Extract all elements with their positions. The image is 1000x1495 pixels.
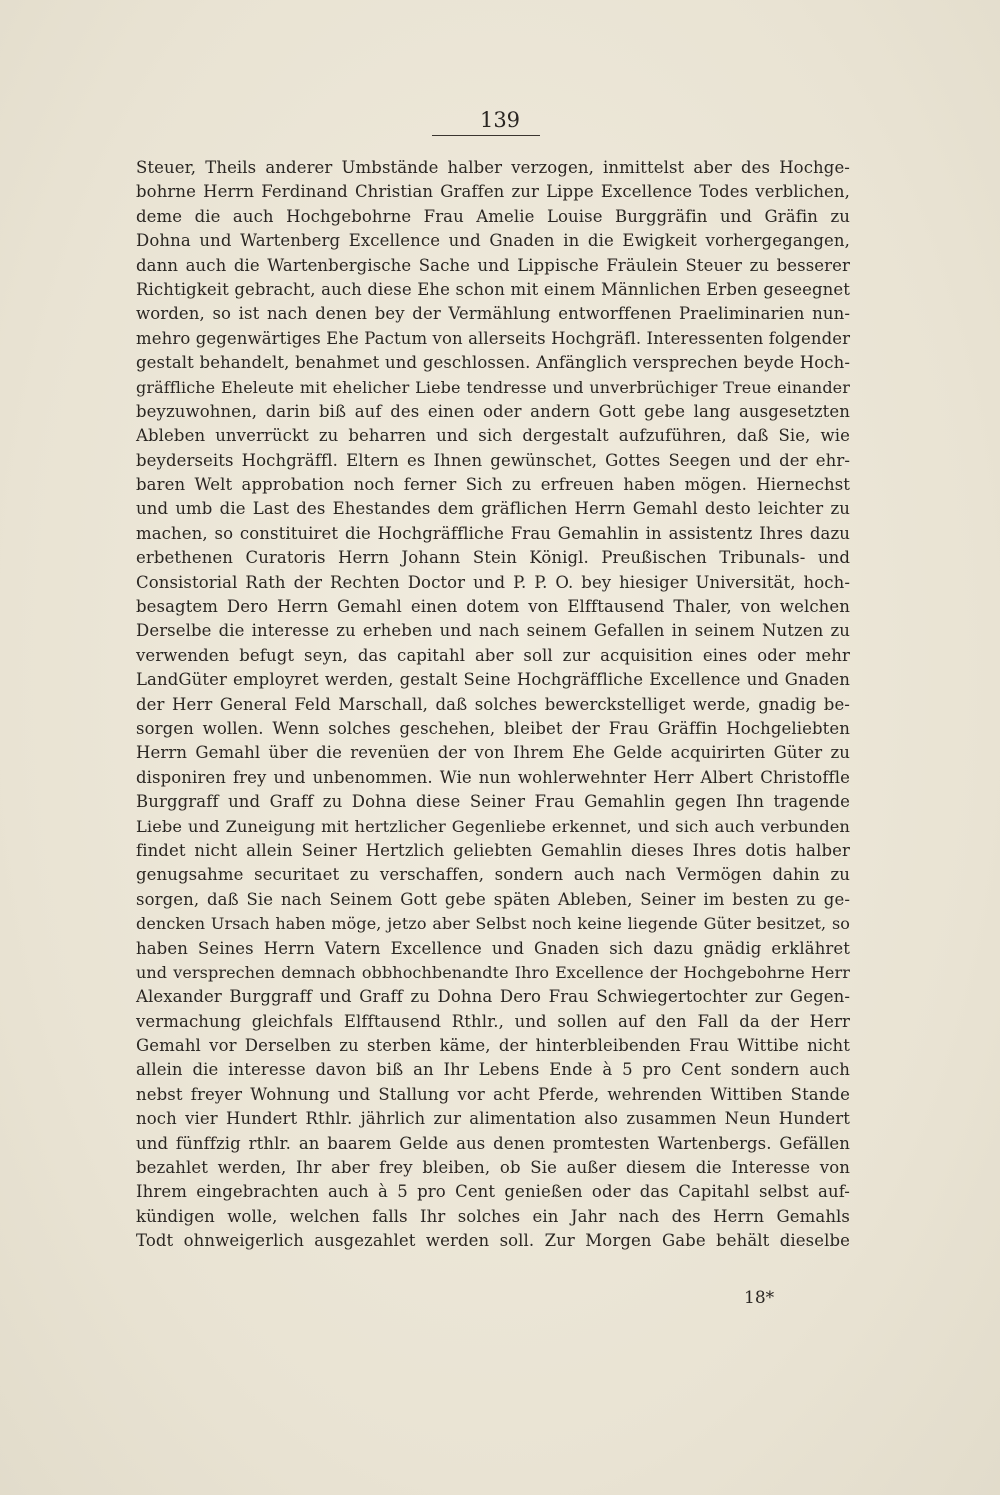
text-line: genugsahme securitaet zu verschaffen, sondern auch nach Vermögen dahin zu xyxy=(136,865,850,885)
text-line: Burggraff und Graff zu Dohna diese Seiner Frau Gemahlin gegen Ihn tragende xyxy=(136,792,850,812)
text-line: und fünffzig rthlr. an baarem Gelde aus denen promtesten Wartenbergs. Gefällen xyxy=(136,1133,850,1153)
text-line: Derselbe die interesse zu erheben und nach seinem Gefallen in seinem Nutzen zu xyxy=(136,621,850,641)
text-line: Richtigkeit gebracht, auch diese Ehe schon mit einem Männlichen Erben geseegnet xyxy=(136,279,850,299)
text-line: und versprechen demnach obbhochbenandte Ihro Excellence der Hochgebohrne Herr xyxy=(136,962,850,982)
text-line: besagtem Dero Herrn Gemahl einen dotem von Elfftausend Thaler, von welchen xyxy=(136,597,850,617)
text-line: allein die interesse davon biß an Ihr Lebens Ende à 5 pro Cent sondern auch xyxy=(136,1060,850,1080)
text-line: Todt ohnweigerlich ausgezahlet werden soll. Zur Morgen Gabe behält dieselbe xyxy=(136,1231,850,1251)
page-number: 139 xyxy=(479,108,521,132)
text-line: sorgen wollen. Wenn solches geschehen, bleibet der Frau Gräffin Hochgeliebten xyxy=(136,718,850,738)
text-line: Herrn Gemahl über die revenüen der von Ihrem Ehe Gelde acquirirten Güter zu xyxy=(136,743,850,763)
signature-mark: 18* xyxy=(744,1288,775,1308)
text-line: beyderseits Hochgräffl. Eltern es Ihnen gewünschet, Gottes Seegen und der ehr- xyxy=(136,450,850,470)
text-line: findet nicht allein Seiner Hertzlich geliebten Gemahlin dieses Ihres dotis halber xyxy=(136,840,850,860)
text-line: kündigen wolle, welchen falls Ihr solches ein Jahr nach des Herrn Gemahls xyxy=(136,1206,850,1226)
text-line: Dohna und Wartenberg Excellence und Gnaden in die Ewigkeit vorhergegangen, xyxy=(136,231,850,251)
text-line: Steuer, Theils anderer Umbstände halber verzogen, inmittelst aber des Hochge- xyxy=(136,158,850,177)
text-line: dann auch die Wartenbergische Sache und Lippische Fräulein Steuer zu besserer xyxy=(136,255,850,275)
text-line: deme die auch Hochgebohrne Frau Amelie Louise Burggräfin und Gräfin zu xyxy=(136,206,850,226)
text-line: worden, so ist nach denen bey der Vermählung entworffenen Praeliminarien nun- xyxy=(136,304,850,324)
text-line: verwenden befugt seyn, das capitahl aber soll zur acquisition eines oder mehr xyxy=(136,645,850,665)
text-line: Ableben unverrückt zu beharren und sich dergestalt aufzuführen, daß Sie, wie xyxy=(136,426,850,446)
text-line: mehro gegenwärtiges Ehe Pactum von allerseits Hochgräfl. Interessenten folgender xyxy=(136,328,851,348)
text-line: machen, so constituiret die Hochgräffliche Frau Gemahlin in assistentz Ihres dazu xyxy=(136,523,850,543)
text-line: Gemahl vor Derselben zu sterben käme, der hinterbleibenden Frau Wittibe nicht xyxy=(136,1036,850,1056)
text-line: sorgen, daß Sie nach Seinem Gott gebe späten Ableben, Seiner im besten zu ge- xyxy=(136,889,850,909)
text-line: Liebe und Zuneigung mit hertzlicher Gegenliebe erkennet, und sich auch verbunden xyxy=(136,816,850,836)
text-line: gräffliche Eheleute mit ehelicher Liebe tendresse und unverbrüchiger Treue einander xyxy=(136,377,850,397)
text-line: Consistorial Rath der Rechten Doctor und P. P. O. bey hiesiger Universität, hoch- xyxy=(136,572,850,592)
text-line: beyzuwohnen, darin biß auf des einen oder andern Gott gebe lang ausgesetzten xyxy=(136,401,850,421)
text-line: dencken Ursach haben möge, jetzo aber Selbst noch keine liegende Güter besitzet, so xyxy=(136,914,850,934)
text-line: baren Welt approbation noch ferner Sich zu erfreuen haben mögen. Hiernechst xyxy=(136,475,850,495)
text-line: und umb die Last des Ehestandes dem gräflichen Herrn Gemahl desto leichter zu xyxy=(136,499,850,519)
text-line: bezahlet werden, Ihr aber frey bleiben, ob Sie außer diesem die Interesse von xyxy=(136,1158,850,1178)
text-line: Ihrem eingebrachten auch à 5 pro Cent genießen oder das Capitahl selbst auf- xyxy=(136,1182,850,1202)
text-line: gestalt behandelt, benahmet und geschlossen. Anfänglich versprechen beyde Hoch- xyxy=(136,353,850,373)
page-number-rule xyxy=(432,135,540,136)
text-line: erbethenen Curatoris Herrn Johann Stein Königl. Preußischen Tribunals- und xyxy=(136,548,850,568)
text-line: vermachung gleichfals Elfftausend Rthlr., und sollen auf den Fall da der Herr xyxy=(136,1011,850,1031)
text-line: nebst freyer Wohnung und Stallung vor acht Pferde, wehrenden Wittiben Stande xyxy=(136,1084,850,1104)
text-line: haben Seines Herrn Vatern Excellence und Gnaden sich dazu gnädig erklähret xyxy=(136,938,850,958)
text-line: noch vier Hundert Rthlr. jährlich zur alimentation also zusammen Neun Hundert xyxy=(136,1109,850,1129)
body-text xyxy=(136,156,850,1254)
text-line: Alexander Burggraff und Graff zu Dohna Dero Frau Schwiegertochter zur Gegen- xyxy=(136,987,850,1007)
text-line: der Herr General Feld Marschall, daß solches bewerckstelliget werde, gnadig be- xyxy=(136,694,850,714)
text-line: bohrne Herrn Ferdinand Christian Graffen zur Lippe Excellence Todes verblichen, xyxy=(136,182,850,202)
text-line: LandGüter employret werden, gestalt Seine Hochgräffliche Excellence und Gnaden xyxy=(136,670,850,690)
text-line: disponiren frey und unbenommen. Wie nun wohlerwehnter Herr Albert Christoffle xyxy=(136,767,850,787)
